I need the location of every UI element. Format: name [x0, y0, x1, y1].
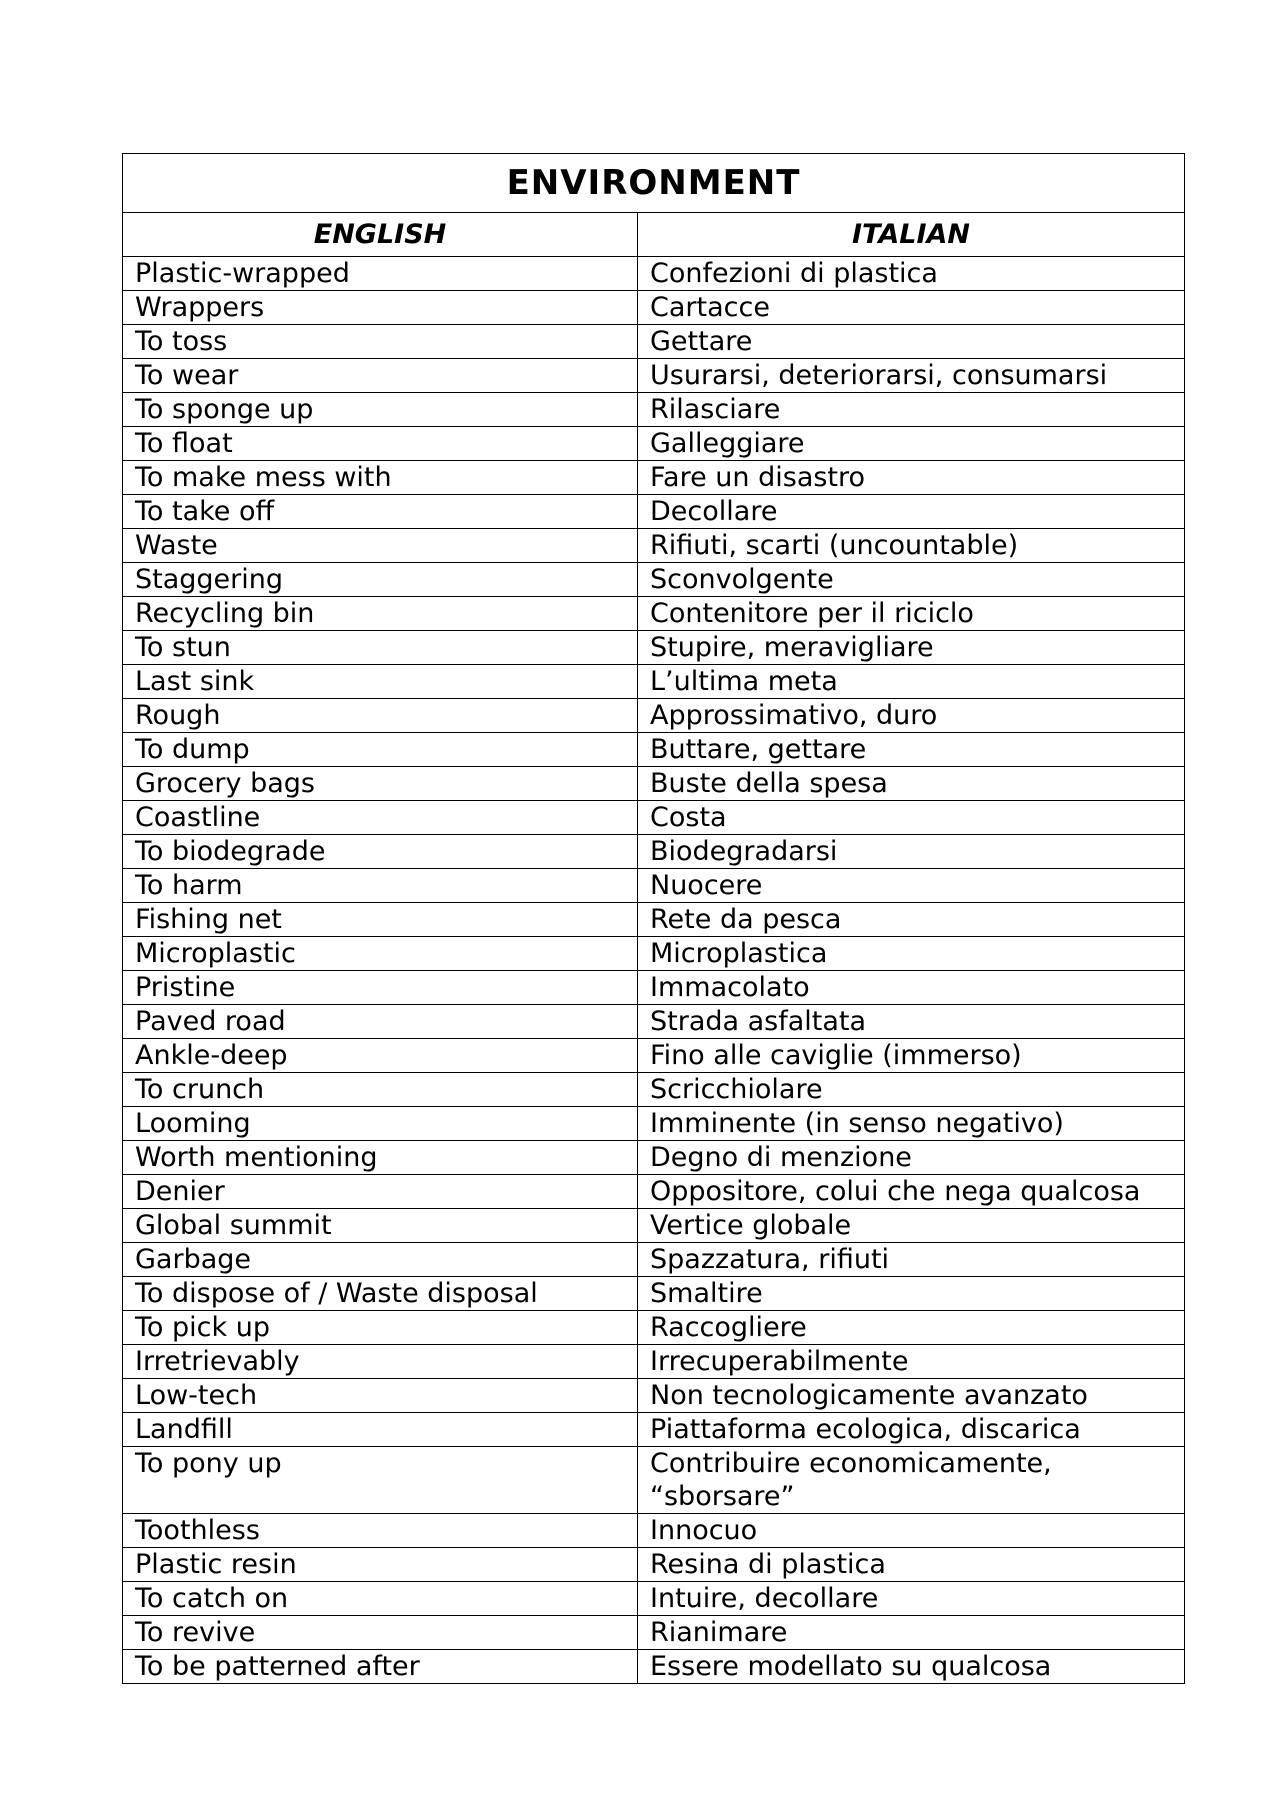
table-row: [123, 461, 1185, 495]
table-row: [123, 1039, 1185, 1073]
english-term: Microplastic: [123, 937, 638, 971]
table-row: [123, 903, 1185, 937]
column-header-row: [123, 213, 1185, 257]
column-header-english: ENGLISH: [123, 213, 638, 257]
italian-translation: Non tecnologicamente avanzato: [638, 1379, 1185, 1413]
english-term: To dump: [123, 733, 638, 767]
table-row: [123, 1243, 1185, 1277]
table-row: [123, 1650, 1185, 1684]
english-term: Low-tech: [123, 1379, 638, 1413]
italian-translation: Usurarsi, deteriorarsi, consumarsi: [638, 359, 1185, 393]
table-row: [123, 1616, 1185, 1650]
english-term: To make mess with: [123, 461, 638, 495]
table-row: [123, 937, 1185, 971]
table-row: [123, 665, 1185, 699]
english-term: To take off: [123, 495, 638, 529]
english-term: Last sink: [123, 665, 638, 699]
italian-translation: Resina di plastica: [638, 1548, 1185, 1582]
italian-translation: Essere modellato su qualcosa: [638, 1650, 1185, 1684]
table-row: [123, 529, 1185, 563]
english-term: Plastic resin: [123, 1548, 638, 1582]
italian-translation: Scricchiolare: [638, 1073, 1185, 1107]
english-term: To harm: [123, 869, 638, 903]
italian-translation: Costa: [638, 801, 1185, 835]
vocabulary-table: [122, 153, 1185, 1684]
italian-translation: Rilasciare: [638, 393, 1185, 427]
english-term: To sponge up: [123, 393, 638, 427]
italian-translation: Nuocere: [638, 869, 1185, 903]
english-term: To toss: [123, 325, 638, 359]
italian-translation: Imminente (in senso negativo): [638, 1107, 1185, 1141]
english-term: Looming: [123, 1107, 638, 1141]
english-term: To catch on: [123, 1582, 638, 1616]
table-row: [123, 1345, 1185, 1379]
italian-translation: Gettare: [638, 325, 1185, 359]
table-row: [123, 1141, 1185, 1175]
table-row: [123, 427, 1185, 461]
table-row: [123, 325, 1185, 359]
english-term: To stun: [123, 631, 638, 665]
italian-translation: Immacolato: [638, 971, 1185, 1005]
italian-translation: Raccogliere: [638, 1311, 1185, 1345]
italian-translation: Strada asfaltata: [638, 1005, 1185, 1039]
italian-translation: Cartacce: [638, 291, 1185, 325]
table-row: [123, 1582, 1185, 1616]
italian-translation: Degno di menzione: [638, 1141, 1185, 1175]
italian-translation: Buste della spesa: [638, 767, 1185, 801]
italian-translation: Biodegradarsi: [638, 835, 1185, 869]
english-term: Landfill: [123, 1413, 638, 1447]
italian-translation: Stupire, meravigliare: [638, 631, 1185, 665]
english-term: To pony up: [123, 1447, 638, 1514]
english-term: Fishing net: [123, 903, 638, 937]
italian-translation: Fino alle caviglie (immerso): [638, 1039, 1185, 1073]
table-row: [123, 495, 1185, 529]
table-row: [123, 801, 1185, 835]
italian-translation: Smaltire: [638, 1277, 1185, 1311]
italian-translation: Oppositore, colui che nega qualcosa: [638, 1175, 1185, 1209]
english-term: To revive: [123, 1616, 638, 1650]
table-body: [123, 257, 1185, 1684]
italian-translation: L’ultima meta: [638, 665, 1185, 699]
english-term: Staggering: [123, 563, 638, 597]
italian-translation: Irrecuperabilmente: [638, 1345, 1185, 1379]
table-row: [123, 1277, 1185, 1311]
italian-translation: Piattaforma ecologica, discarica: [638, 1413, 1185, 1447]
italian-translation: Approssimativo, duro: [638, 699, 1185, 733]
italian-translation: Microplastica: [638, 937, 1185, 971]
table-row: [123, 971, 1185, 1005]
table-row: [123, 257, 1185, 291]
title-row: [123, 154, 1185, 213]
table-row: [123, 1413, 1185, 1447]
table-row: [123, 767, 1185, 801]
italian-translation: Decollare: [638, 495, 1185, 529]
italian-translation: Innocuo: [638, 1514, 1185, 1548]
english-term: Recycling bin: [123, 597, 638, 631]
table-row: [123, 1073, 1185, 1107]
english-term: Garbage: [123, 1243, 638, 1277]
table-row: [123, 1311, 1185, 1345]
english-term: Coastline: [123, 801, 638, 835]
italian-translation: Buttare, gettare: [638, 733, 1185, 767]
table-row: [123, 1005, 1185, 1039]
english-term: Denier: [123, 1175, 638, 1209]
english-term: To pick up: [123, 1311, 638, 1345]
italian-translation: Intuire, decollare: [638, 1582, 1185, 1616]
english-term: Rough: [123, 699, 638, 733]
table-row: [123, 699, 1185, 733]
italian-translation: Spazzatura, rifiuti: [638, 1243, 1185, 1277]
english-term: Ankle-deep: [123, 1039, 638, 1073]
english-term: Worth mentioning: [123, 1141, 638, 1175]
table-row: [123, 835, 1185, 869]
italian-translation: Rete da pesca: [638, 903, 1185, 937]
table-row: [123, 733, 1185, 767]
table-title: ENVIRONMENT: [123, 154, 1185, 213]
italian-translation: Galleggiare: [638, 427, 1185, 461]
english-term: Toothless: [123, 1514, 638, 1548]
italian-translation: Contribuire economicamente, “sborsare”: [638, 1447, 1185, 1514]
column-header-italian: ITALIAN: [638, 213, 1185, 257]
italian-translation: Rifiuti, scarti (uncountable): [638, 529, 1185, 563]
english-term: Irretrievably: [123, 1345, 638, 1379]
english-term: Global summit: [123, 1209, 638, 1243]
english-term: Wrappers: [123, 291, 638, 325]
english-term: Paved road: [123, 1005, 638, 1039]
table-row: [123, 1514, 1185, 1548]
english-term: To biodegrade: [123, 835, 638, 869]
english-term: Plastic-wrapped: [123, 257, 638, 291]
table-row: [123, 631, 1185, 665]
italian-translation: Rianimare: [638, 1616, 1185, 1650]
italian-translation: Vertice globale: [638, 1209, 1185, 1243]
italian-translation: Sconvolgente: [638, 563, 1185, 597]
table-row: [123, 1379, 1185, 1413]
english-term: Grocery bags: [123, 767, 638, 801]
table-row: [123, 359, 1185, 393]
table-row: [123, 291, 1185, 325]
table-row: [123, 1548, 1185, 1582]
english-term: To wear: [123, 359, 638, 393]
english-term: Pristine: [123, 971, 638, 1005]
table-row: [123, 869, 1185, 903]
english-term: To be patterned after: [123, 1650, 638, 1684]
table-row: [123, 393, 1185, 427]
table-row: [123, 563, 1185, 597]
italian-translation: Fare un disastro: [638, 461, 1185, 495]
italian-translation: Confezioni di plastica: [638, 257, 1185, 291]
english-term: Waste: [123, 529, 638, 563]
table-row: [123, 1107, 1185, 1141]
table-row: [123, 1447, 1185, 1514]
table-row: [123, 1209, 1185, 1243]
english-term: To crunch: [123, 1073, 638, 1107]
table-row: [123, 1175, 1185, 1209]
italian-translation: Contenitore per il riciclo: [638, 597, 1185, 631]
english-term: To float: [123, 427, 638, 461]
english-term: To dispose of / Waste disposal: [123, 1277, 638, 1311]
table-row: [123, 597, 1185, 631]
